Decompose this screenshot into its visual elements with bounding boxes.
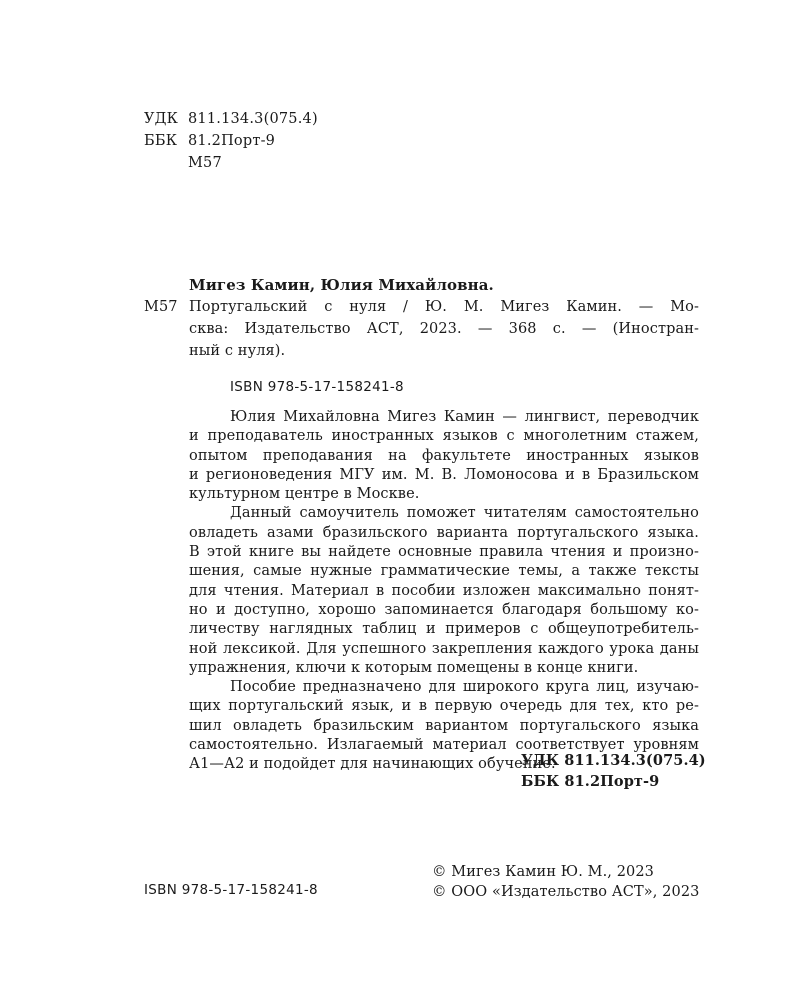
annotation-line: самостоятельно. Излагаемый материал соответствует уровням: [189, 737, 699, 754]
classification-bottom: [521, 750, 706, 792]
bbk-label: ББК: [144, 133, 178, 149]
annotation-line: В этой книге вы найдете основные правила чтения и произно-: [189, 544, 699, 561]
annotation-line: но и доступно, хорошо запоминается благодаря большому ко-: [189, 601, 699, 618]
annotation-line: и регионоведения МГУ им. М. В. Ломоносова и в Бразильском: [189, 466, 699, 483]
author-mark-side: М57: [144, 299, 178, 315]
annotation-line: и преподаватель иностранных языков с многолетним стажем,: [189, 428, 699, 445]
annotation-paragraph-author: [189, 408, 699, 504]
copyright-block: [432, 862, 699, 902]
annotation-line: Пособие предназначено для широкого круга лиц, изучаю-: [230, 679, 699, 696]
annotation: [189, 408, 699, 775]
udk-value: 811.134.3(075.4): [188, 111, 318, 127]
description-line: сква: Издательство АСТ, 2023. — 368 с. — (Иностран-: [189, 321, 699, 337]
classification-top: [144, 108, 318, 174]
author-heading: Мигез Камин, Юлия Михайловна.: [189, 276, 494, 294]
udk-label: УДК: [144, 111, 179, 127]
annotation-line: овладеть азами бразильского варианта португальского языка.: [189, 524, 699, 541]
bbk-value: 81.2Порт-9: [188, 133, 276, 149]
annotation-line: А1—А2 и подойдет для начинающих обучение.: [189, 756, 556, 773]
bbk-bottom: ББК 81.2Порт-9: [521, 773, 660, 790]
annotation-line: упражнения, ключи к которым помещены в конце книги.: [189, 659, 639, 676]
description-line: ный с нуля).: [189, 343, 286, 359]
udk-bottom: УДК 811.134.3(075.4): [521, 752, 706, 769]
isbn-record: ISBN 978-5-17-158241-8: [230, 379, 404, 395]
description-line: Португальский с нуля / Ю. М. Мигез Камин. — Мо-: [189, 299, 699, 315]
annotation-line: Данный самоучитель поможет читателям самостоятельно: [230, 505, 699, 522]
author-mark-top: М57: [188, 155, 222, 171]
bbk-row: [144, 130, 318, 152]
isbn-footer: ISBN 978-5-17-158241-8: [144, 882, 318, 898]
copyright-publisher: © ООО «Издательство АСТ», 2023: [432, 884, 700, 900]
udk-row: [144, 108, 318, 130]
annotation-line: шил овладеть бразильским вариантом португальского языка: [189, 717, 699, 734]
annotation-line: шения, самые нужные грамматические темы, а также тексты: [189, 563, 699, 580]
annotation-line: Юлия Михайловна Мигез Камин — лингвист, переводчик: [230, 409, 699, 425]
annotation-line: личеству наглядных таблиц и примеров с общеупотребитель-: [189, 621, 699, 638]
bibliographic-description: [189, 296, 699, 362]
author-mark-row: [144, 152, 318, 174]
annotation-paragraph-content: [189, 504, 699, 678]
annotation-line: культурном центре в Москве.: [189, 486, 420, 503]
copyright-author: © Мигез Камин Ю. М., 2023: [432, 864, 654, 880]
annotation-line: для чтения. Материал в пособии изложен максимально понят-: [189, 582, 699, 599]
annotation-line: ной лексикой. Для успешного закрепления каждого урока даны: [189, 640, 699, 657]
annotation-line: опытом преподавания на факультете иностранных языков: [189, 447, 699, 464]
annotation-line: щих португальский язык, и в первую очередь для тех, кто ре-: [189, 698, 699, 715]
